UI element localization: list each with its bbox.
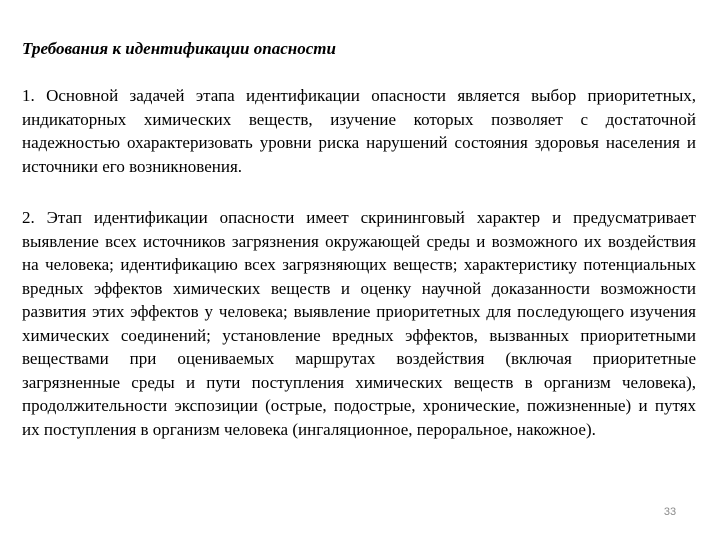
paragraph-2: 2. Этап идентификации опасности имеет скрининговый характер и предусматривает выявление всех источников загрязнения окружающей среды и возможного их воздействия на человека; идентификацию всех загрязняющих веществ; характеристику потенциальных вредных эффектов химических веществ и оценку научной доказанности возможности развития этих эффектов у человека; выявление приоритетных для последующего изучения химических соединений; установление вредных эффектов, вызванных приоритетными веществами при оцениваемых маршрутах воздействия (включая приоритетные загрязненные среды и пути поступления химических веществ в организм человека), продолжительности экспозиции (острые, подострые, хронические, пожизненные) и путях их поступления в организм человека (ингаляционное, пероральное, накожное). <box>22 208 696 439</box>
slide-title: Требования к идентификации опасности <box>22 39 336 58</box>
paragraph-1: 1. Основной задачей этапа идентификации опасности является выбор приоритетных, индикаторных химических веществ, изучение которых позволяет с достаточной надежностью охарактеризовать уровни риска нарушений состояния здоровья населения и источники его возникновения. <box>22 86 696 176</box>
page-number: 33 <box>663 506 677 518</box>
